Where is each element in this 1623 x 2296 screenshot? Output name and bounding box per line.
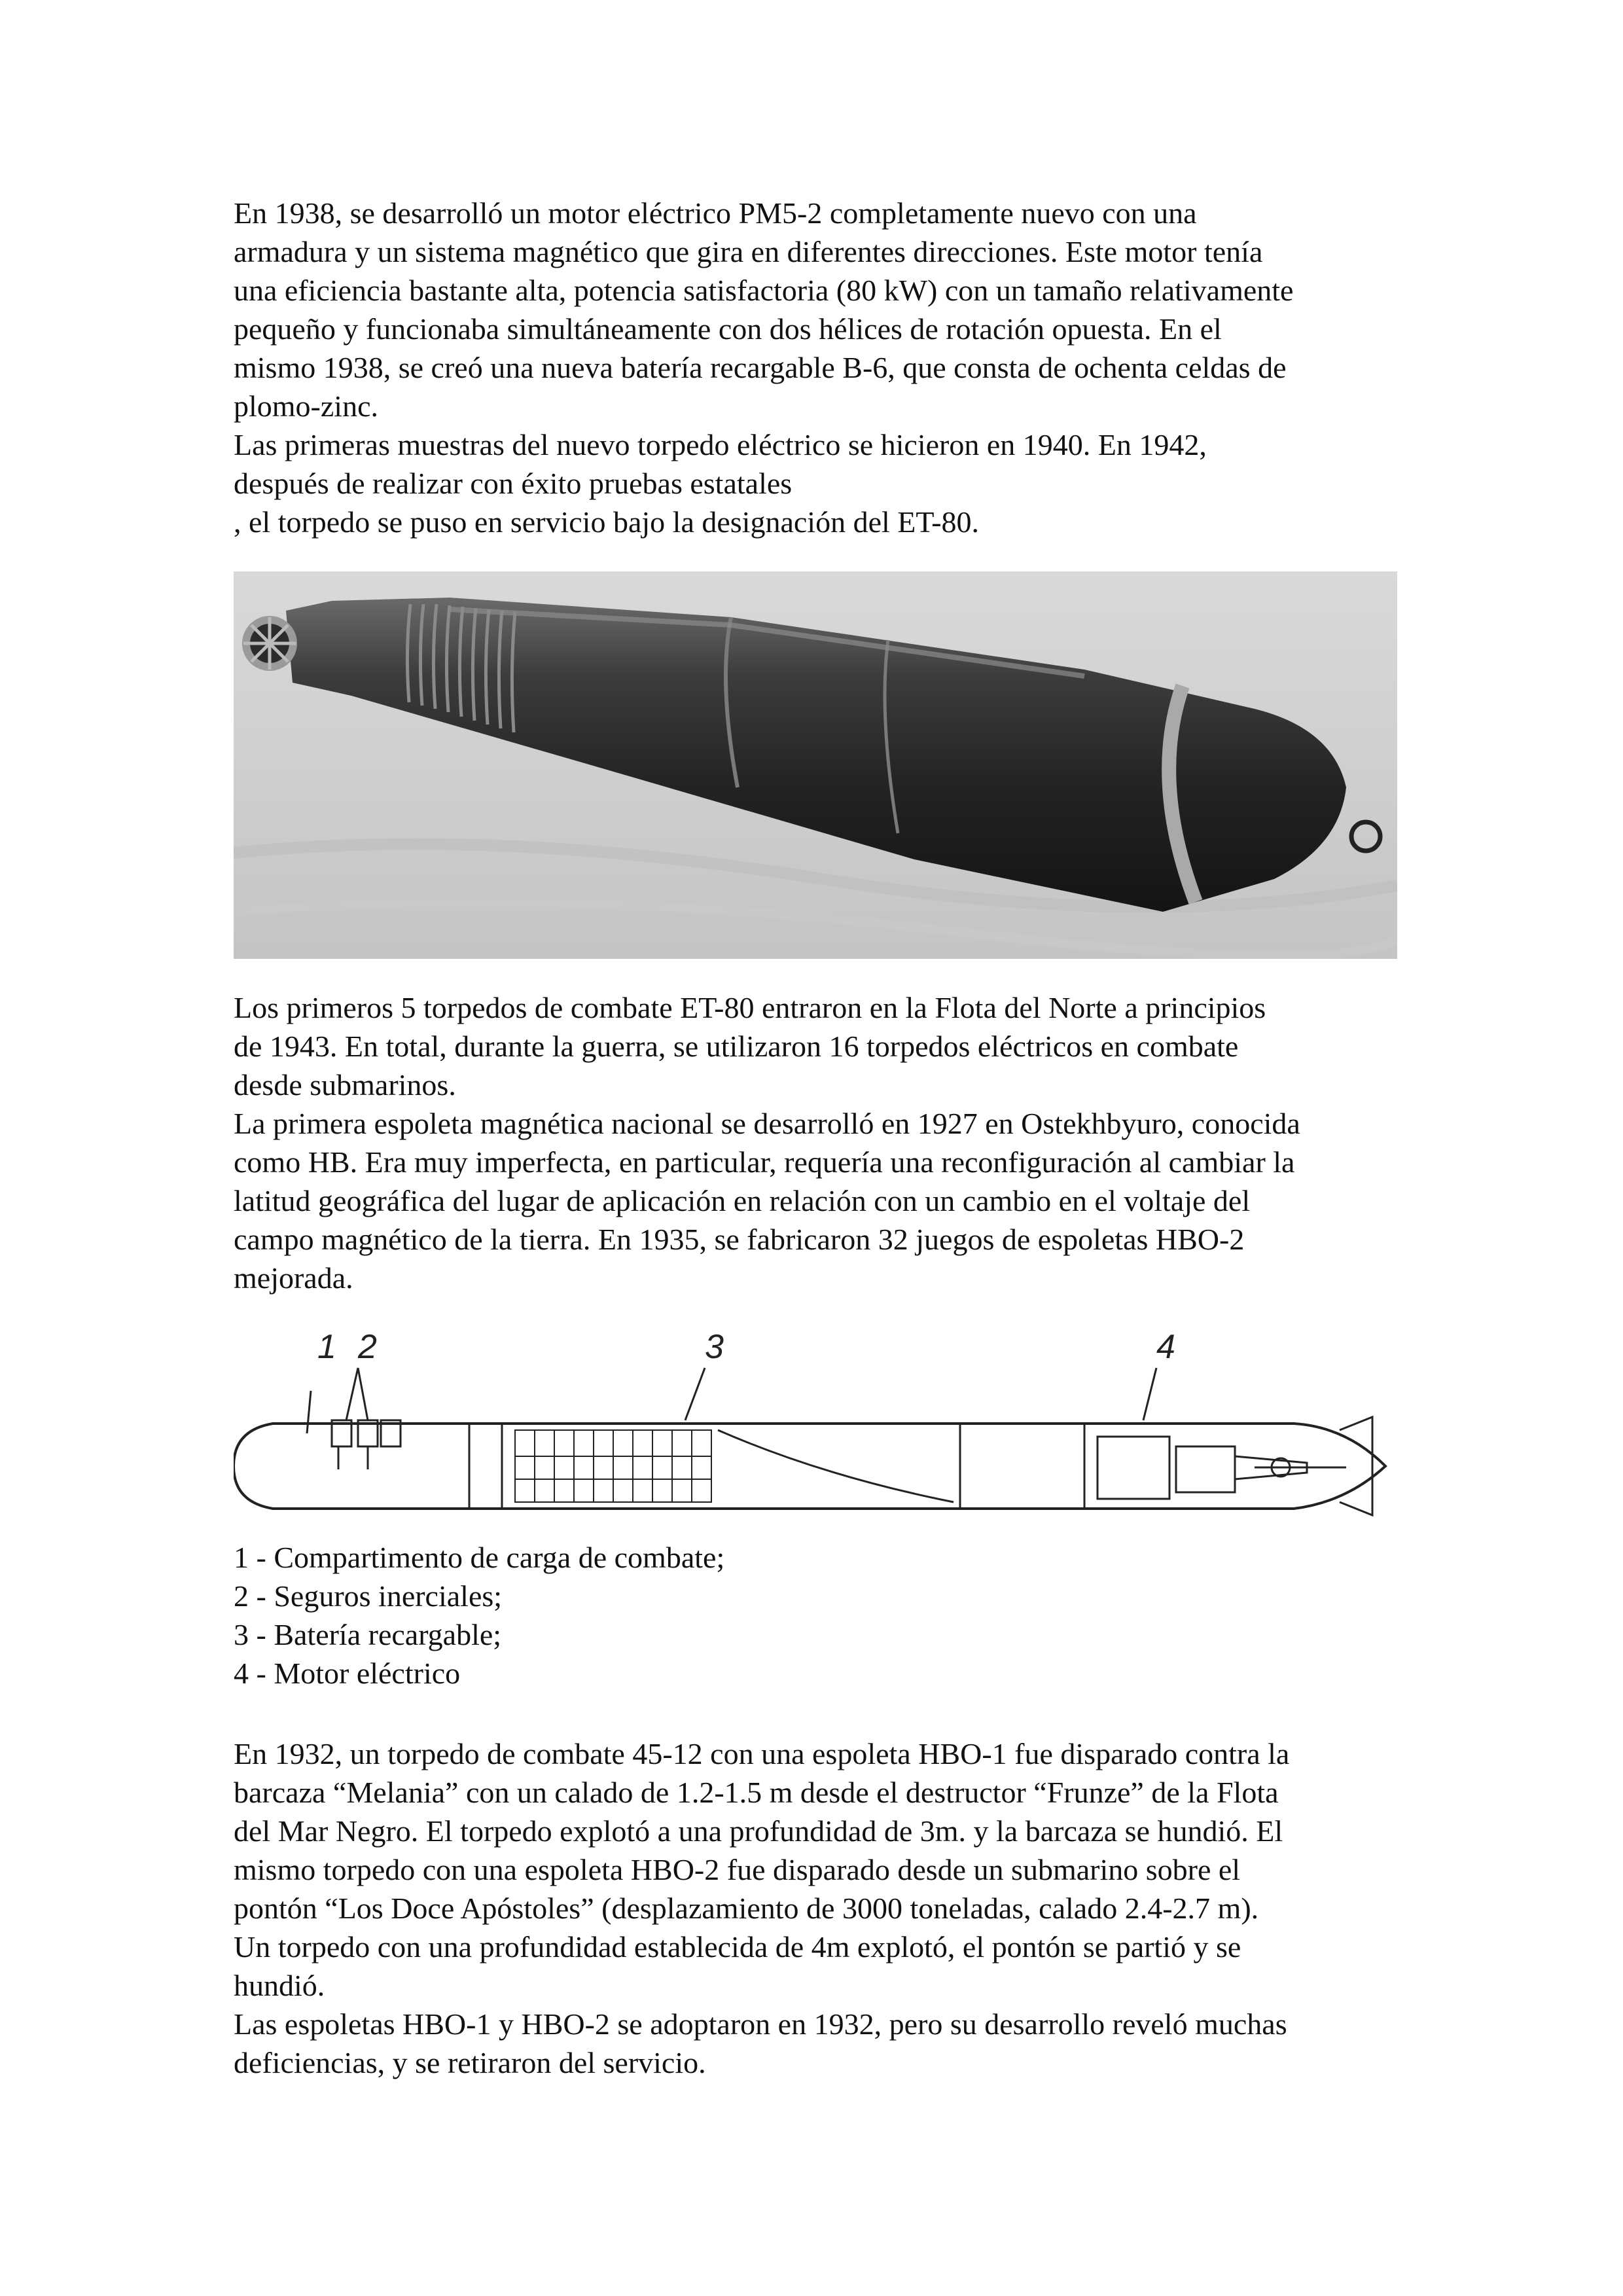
text-line: Los primeros 5 torpedos de combate ET-80 entraron en la Flota del Norte a principios	[234, 991, 1266, 1024]
diagram-legend	[234, 1538, 1412, 1693]
text-block-tests	[234, 1734, 1412, 2082]
paragraph-3	[234, 988, 1412, 1104]
text-line: hundió.	[234, 1969, 325, 2002]
paragraph-2	[234, 425, 1412, 541]
text-line: de 1943. En total, durante la guerra, se utilizaron 16 torpedos eléctricos en combate	[234, 1030, 1239, 1063]
text-line: armadura y un sistema magnético que gira en diferentes direcciones. Este motor tenía	[234, 235, 1263, 268]
torpedo-photo	[234, 571, 1397, 959]
legend-item: 4 - Motor eléctrico	[234, 1657, 461, 1690]
text-line: , el torpedo se puso en servicio bajo la designación del ET-80.	[234, 505, 980, 539]
torpedo-diagram	[234, 1306, 1397, 1532]
diagram-label-1: 1	[317, 1328, 336, 1366]
paragraph-5	[234, 1734, 1412, 2005]
text-line: mismo 1938, se creó una nueva batería recargable B-6, que consta de ochenta celdas de	[234, 351, 1287, 384]
text-line: Un torpedo con una profundidad establecida de 4m explotó, el pontón se partió y se	[234, 1930, 1241, 1964]
text-line: deficiencias, y se retiraron del servicio.	[234, 2046, 706, 2079]
text-line: La primera espoleta magnética nacional se desarrolló en 1927 en Ostekhbyuro, conocida	[234, 1107, 1300, 1140]
legend-item: 1 - Compartimento de carga de combate;	[234, 1541, 725, 1574]
legend-item: 3 - Batería recargable;	[234, 1618, 502, 1651]
diagram-label-4: 4	[1156, 1328, 1175, 1366]
text-line: campo magnético de la tierra. En 1935, se fabricaron 32 juegos de espoletas HBO-2	[234, 1223, 1245, 1256]
text-block-history	[234, 988, 1412, 1297]
text-line: En 1938, se desarrolló un motor eléctrico PM5-2 completamente nuevo con una	[234, 196, 1197, 230]
text-line: Las primeras muestras del nuevo torpedo eléctrico se hicieron en 1940. En 1942,	[234, 428, 1207, 461]
text-line: pontón “Los Doce Apóstoles” (desplazamiento de 3000 toneladas, calado 2.4-2.7 m).	[234, 1892, 1259, 1925]
paragraph-6	[234, 2005, 1412, 2082]
paragraph-1	[234, 194, 1412, 425]
text-line: como HB. Era muy imperfecta, en particular, requería una reconfiguración al cambiar la	[234, 1145, 1295, 1179]
text-block-intro	[234, 194, 1412, 541]
text-line: latitud geográfica del lugar de aplicación en relación con un cambio en el voltaje del	[234, 1184, 1251, 1217]
text-line: En 1932, un torpedo de combate 45-12 con una espoleta HBO-1 fue disparado contra la	[234, 1737, 1290, 1770]
text-line: mismo torpedo con una espoleta HBO-2 fue disparado desde un submarino sobre el	[234, 1853, 1241, 1886]
diagram-label-2: 2	[358, 1328, 377, 1366]
text-line: una eficiencia bastante alta, potencia satisfactoria (80 kW) con un tamaño relativamente	[234, 274, 1294, 307]
paragraph-4	[234, 1104, 1412, 1297]
text-line: Las espoletas HBO-1 y HBO-2 se adoptaron en 1932, pero su desarrollo reveló muchas	[234, 2007, 1287, 2041]
text-line: barcaza “Melania” con un calado de 1.2-1.5 m desde el destructor “Frunze” de la Flota	[234, 1776, 1279, 1809]
text-line: plomo-zinc.	[234, 389, 378, 423]
text-line: pequeño y funcionaba simultáneamente con dos hélices de rotación opuesta. En el	[234, 312, 1222, 346]
diagram-label-3: 3	[705, 1328, 724, 1366]
text-line: después de realizar con éxito pruebas estatales	[234, 467, 793, 500]
text-line: mejorada.	[234, 1261, 353, 1295]
text-line: desde submarinos.	[234, 1068, 456, 1102]
legend-item: 2 - Seguros inerciales;	[234, 1579, 503, 1613]
text-line: del Mar Negro. El torpedo explotó a una profundidad de 3m. y la barcaza se hundió. El	[234, 1814, 1283, 1848]
